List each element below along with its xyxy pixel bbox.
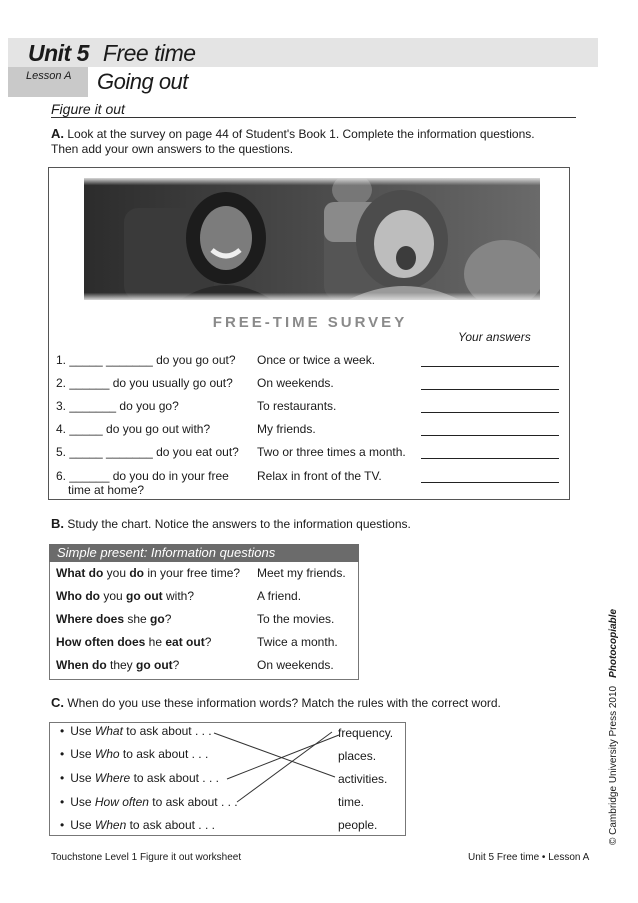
rule-item-when: • Use When to ask about . . .	[60, 818, 215, 832]
match-word-people[interactable]: people.	[338, 818, 378, 832]
part-a-letter: A.	[51, 126, 64, 141]
survey-question-6: 6. ______ do you do in your free	[56, 469, 229, 483]
match-word-places[interactable]: places.	[338, 749, 377, 763]
rule-item-who: • Use Who to ask about . . .	[60, 747, 209, 761]
copyright-notice: © Cambridge University Press 2010Photocopiable	[608, 608, 619, 845]
match-line-how-often-frequency	[237, 732, 332, 802]
cinema-photo	[84, 178, 540, 300]
survey-heading: FREE-TIME SURVEY	[212, 314, 408, 331]
part-a-instructions	[51, 126, 535, 157]
answer-blank-5[interactable]	[421, 458, 559, 459]
part-a-line2: Then add your own answers to the questions.	[51, 142, 294, 156]
photocopiable-label: Photocopiable	[608, 608, 619, 678]
answer-blank-3[interactable]	[421, 412, 559, 413]
survey-answer-3: To restaurants.	[257, 399, 337, 413]
part-b-letter: B.	[51, 516, 64, 531]
lesson-label: Lesson A	[26, 70, 72, 82]
match-word-activities[interactable]: activities.	[338, 772, 388, 786]
rule-item-what: • Use What to ask about . . .	[60, 724, 212, 738]
unit-name: Free time	[102, 40, 196, 66]
bullet-icon: •	[60, 724, 65, 738]
survey-question-6-cont: time at home?	[68, 483, 145, 497]
chart-question-3: Where does she go?	[56, 612, 172, 626]
survey-question-5: 5. _____ _______ do you eat out?	[56, 445, 239, 459]
match-line-what-activities	[214, 733, 335, 777]
grammar-chart-title: Simple present: Information questions	[57, 545, 276, 560]
answer-blank-6[interactable]	[421, 482, 559, 483]
chart-question-5: When do they go out?	[56, 658, 180, 672]
survey-answer-5: Two or three times a month.	[257, 445, 406, 459]
survey-answer-4: My friends.	[257, 422, 316, 436]
part-b-text: Study the chart. Notice the answers to the information questions.	[67, 517, 411, 531]
rule-item-how-often: • Use How often to ask about . . .	[60, 795, 238, 809]
footer-right: Unit 5 Free time • Lesson A	[468, 852, 590, 863]
unit-title	[28, 40, 196, 67]
section-rule	[51, 117, 576, 118]
part-b-instructions	[51, 516, 411, 532]
unit-number: Unit 5	[28, 40, 89, 66]
answer-blank-4[interactable]	[421, 435, 559, 436]
survey-question-1: 1. _____ _______ do you go out?	[56, 353, 236, 367]
bullet-icon: •	[60, 818, 65, 832]
your-answers-label: Your answers	[458, 330, 531, 344]
survey-answer-1: Once or twice a week.	[257, 353, 376, 367]
survey-question-2: 2. ______ do you usually go out?	[56, 376, 233, 390]
bullet-icon: •	[60, 771, 65, 785]
match-word-time[interactable]: time.	[338, 795, 365, 809]
bullet-icon: •	[60, 795, 65, 809]
footer-left: Touchstone Level 1 Figure it out worksheet	[51, 852, 242, 863]
part-a-line1: Look at the survey on page 44 of Student's Book 1. Complete the information questions.	[67, 127, 535, 141]
section-title: Figure it out	[51, 101, 125, 117]
bullet-icon: •	[60, 747, 65, 761]
lesson-title: Going out	[97, 69, 188, 94]
chart-answer-4: Twice a month.	[257, 635, 338, 649]
chart-answer-1: Meet my friends.	[257, 566, 346, 580]
match-word-frequency[interactable]: frequency.	[338, 726, 394, 740]
chart-answer-3: To the movies.	[257, 612, 335, 626]
part-c-instructions	[51, 695, 501, 711]
survey-question-4: 4. _____ do you go out with?	[56, 422, 211, 436]
part-c-text: When do you use these information words? Match the rules with the correct word.	[67, 696, 501, 710]
answer-blank-2[interactable]	[421, 389, 559, 390]
chart-answer-2: A friend.	[257, 589, 302, 603]
chart-question-2: Who do you go out with?	[56, 589, 195, 603]
grammar-chart-header	[49, 544, 359, 562]
part-c-letter: C.	[51, 695, 64, 710]
chart-question-1: What do you do in your free time?	[56, 566, 241, 580]
answer-blank-1[interactable]	[421, 366, 559, 367]
survey-question-3: 3. _______ do you go?	[56, 399, 179, 413]
chart-answer-5: On weekends.	[257, 658, 334, 672]
chart-question-4: How often does he eat out?	[56, 635, 212, 649]
match-lines	[49, 722, 406, 836]
survey-answer-6: Relax in front of the TV.	[257, 469, 382, 483]
rule-item-where: • Use Where to ask about . . .	[60, 771, 219, 785]
survey-answer-2: On weekends.	[257, 376, 334, 390]
